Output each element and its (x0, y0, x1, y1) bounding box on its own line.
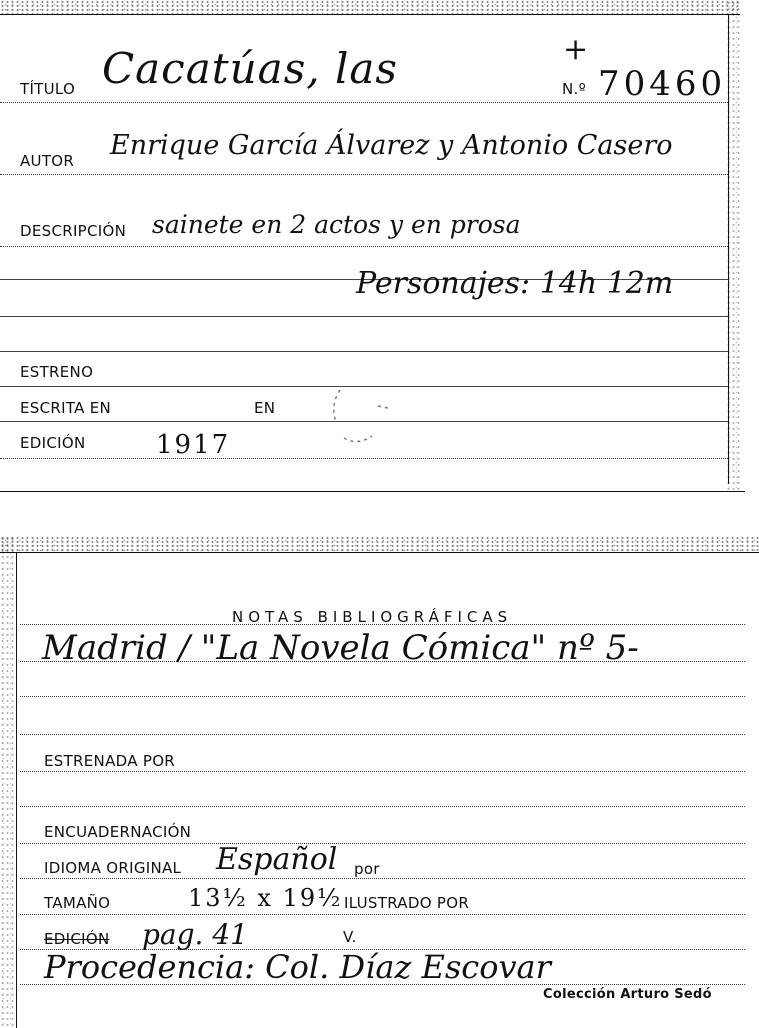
scan-edge-left (0, 536, 14, 1028)
rule-line (20, 624, 745, 625)
punch-hole-mark (322, 380, 392, 450)
rule-line (0, 174, 728, 175)
ilustrado-label: ILUSTRADO POR (344, 894, 470, 912)
estrenada-por-label: ESTRENADA POR (44, 752, 176, 770)
personajes-value: Personajes: 14h 12m (356, 266, 674, 301)
notas-value: Madrid / "La Novela Cómica" nº 5- (42, 628, 639, 668)
card-right-border (728, 14, 729, 484)
descripcion-value: sainete en 2 actos y en prosa (152, 210, 521, 239)
rule-line (20, 843, 745, 844)
paginas-value: pag. 41 (142, 918, 248, 951)
edicion-value: 1917 (156, 430, 231, 460)
edicion-label-struck: EDICIÓN (44, 930, 110, 948)
numero-mark: + (563, 32, 590, 67)
autor-label: AUTOR (20, 152, 75, 170)
en-label: EN (254, 399, 276, 417)
coleccion-label: Colección Arturo Sedó (543, 987, 712, 1002)
scan-edge-top (0, 536, 759, 552)
card-top-border (0, 14, 740, 15)
numero-value: 70460 (598, 64, 727, 104)
numero-label: N.º (562, 80, 586, 98)
notas-heading: NOTAS BIBLIOGRÁFICAS (232, 608, 513, 626)
rule-line (20, 696, 745, 697)
rule-line (20, 914, 745, 915)
tamano-value: 13½ x 19½ (188, 884, 343, 912)
descripcion-label: DESCRIPCIÓN (20, 222, 127, 240)
rule-line (0, 458, 728, 459)
volumen-label: V. (343, 928, 357, 946)
rule-line (20, 734, 745, 735)
por-label: por (354, 860, 380, 878)
card-left-border (16, 552, 17, 1028)
edicion-label: EDICIÓN (20, 434, 86, 452)
procedencia-value: Procedencia: Col. Díaz Escovar (44, 948, 551, 986)
rule-line (20, 878, 745, 879)
titulo-value: Cacatúas, las (102, 44, 398, 93)
titulo-label: TÍTULO (20, 80, 76, 98)
rule-line (20, 806, 745, 807)
rule-line (0, 351, 728, 352)
idioma-value: Español (216, 842, 338, 877)
catalog-card-back (0, 536, 759, 1028)
card-bottom-border (0, 491, 745, 492)
rule-line (20, 771, 745, 772)
autor-value: Enrique García Álvarez y Antonio Casero (110, 130, 673, 161)
tamano-label: TAMAÑO (44, 894, 111, 912)
catalog-card-front (0, 0, 740, 492)
idioma-label: IDIOMA ORIGINAL (44, 859, 182, 877)
rule-line (0, 316, 728, 317)
estreno-label: ESTRENO (20, 363, 94, 381)
escrita-en-label: ESCRITA EN (20, 399, 112, 417)
card-top-border (0, 552, 759, 553)
rule-line (0, 246, 728, 247)
encuadernacion-label: ENCUADERNACIÓN (44, 823, 192, 841)
